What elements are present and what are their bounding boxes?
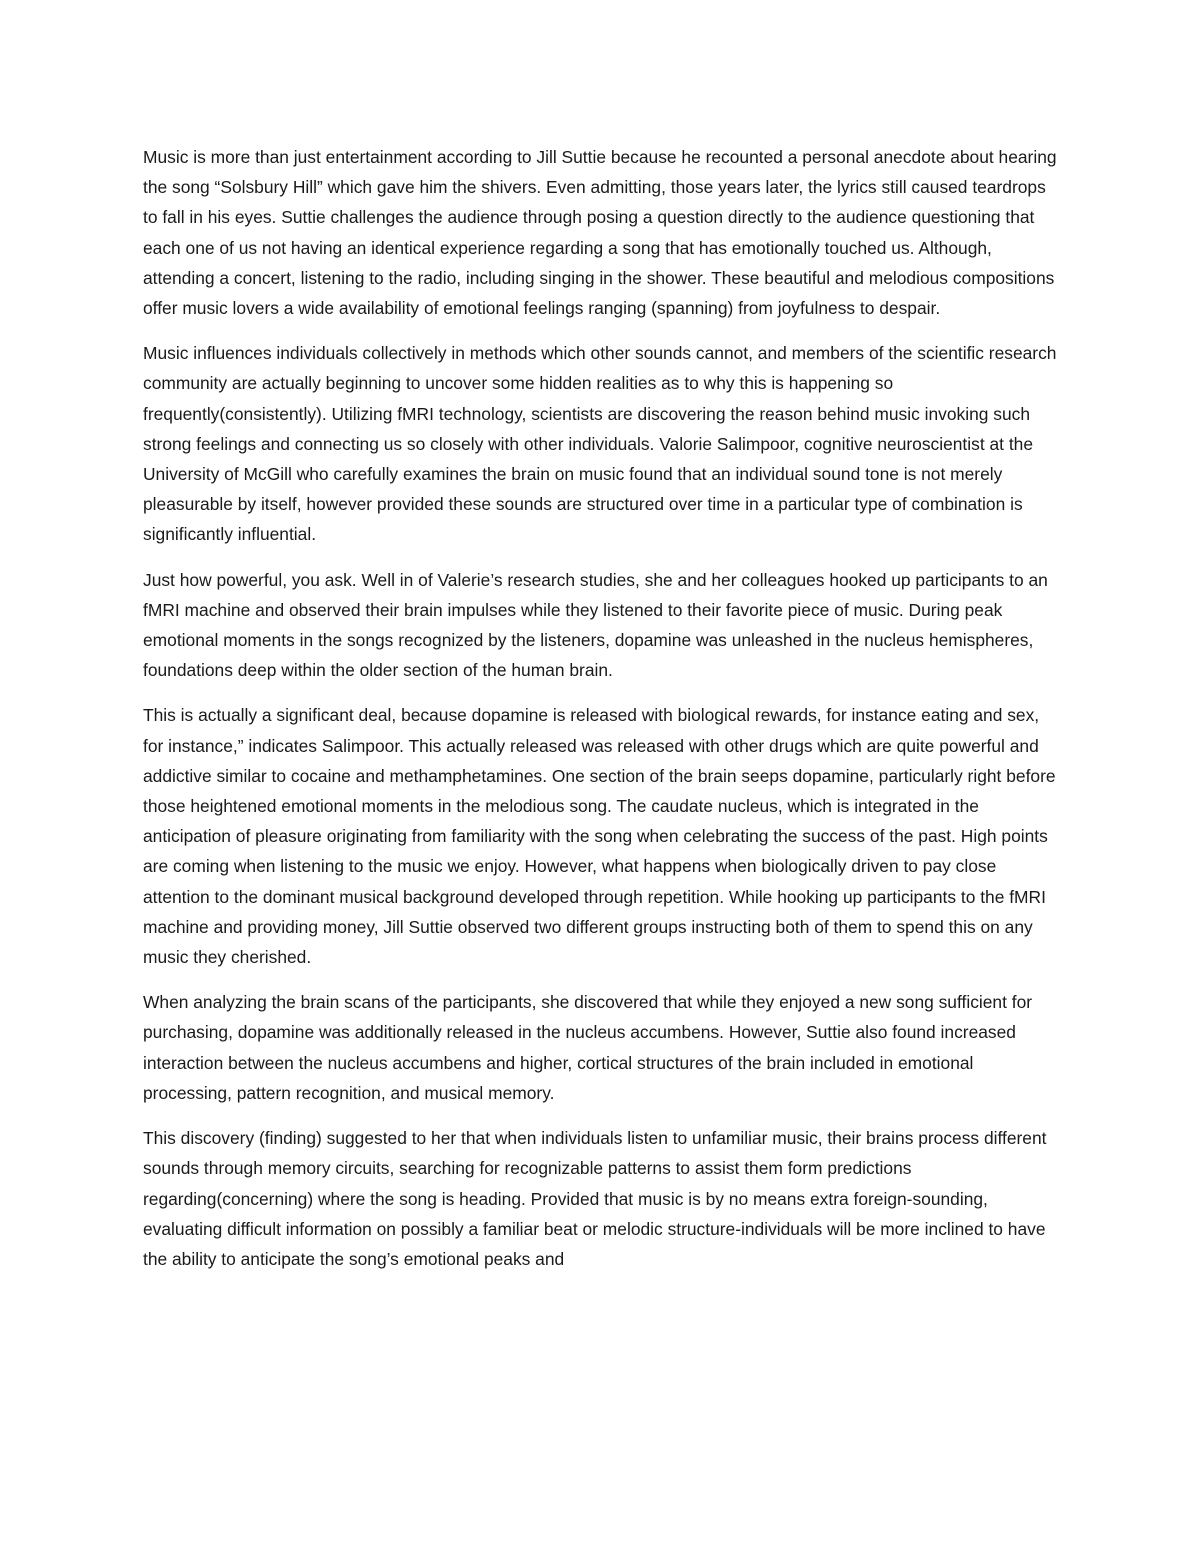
- paragraph-2: Music influences individuals collectively in methods which other sounds cannot, and members of the scientific research community are actually beginning to uncover some hidden realities as to why this is happening so frequently(consistently). Utilizing fMRI technology, scientists are discovering the reason behind music invoking such strong feelings and connecting us so closely with other individuals. Valorie Salimpoor, cognitive neuroscientist at the University of McGill who carefully examines the brain on music found that an individual sound tone is not merely pleasurable by itself, however provided these sounds are structured over time in a particular type of combination is significantly influential.: [143, 343, 1057, 545]
- document-body: [143, 142, 1063, 1289]
- paragraph-4: This is actually a significant deal, because dopamine is released with biological rewards, for instance eating and sex, for instance,” indicates Salimpoor. This actually released was released with other drugs which are quite powerful and addictive similar to cocaine and methamphetamines. One section of the brain seeps dopamine, particularly right before those heightened emotional moments in the melodious song. The caudate nucleus, which is integrated in the anticipation of pleasure originating from familiarity with the song when celebrating the success of the past. High points are coming when listening to the music we enjoy. However, what happens when biologically driven to pay close attention to the dominant musical background developed through repetition. While hooking up participants to the fMRI machine and providing money, Jill Suttie observed two different groups instructing both of them to spend this on any music they cherished.: [143, 705, 1056, 968]
- paragraph-1: Music is more than just entertainment according to Jill Suttie because he recounted a personal anecdote about hearing the song “Solsbury Hill” which gave him the shivers. Even admitting, those years later, the lyrics still caused teardrops to fall in his eyes. Suttie challenges the audience through posing a question directly to the audience questioning that each one of us not having an identical experience regarding a song that has emotionally touched us. Although, attending a concert, listening to the radio, including singing in the shower. These beautiful and melodious compositions offer music lovers a wide availability of emotional feelings ranging (spanning) from joyfulness to despair.: [143, 147, 1057, 319]
- paragraph-6: This discovery (finding) suggested to her that when individuals listen to unfamiliar music, their brains process different sounds through memory circuits, searching for recognizable patterns to assist them form predictions regarding(concerning) where the song is heading. Provided that music is by no means extra foreign-sounding, evaluating difficult information on possibly a familiar beat or melodic structure-individuals will be more inclined to have the ability to anticipate the song’s emotional peaks and: [143, 1128, 1047, 1269]
- paragraph-3: Just how powerful, you ask. Well in of Valerie’s research studies, she and her colleagues hooked up participants to an fMRI machine and observed their brain impulses while they listened to their favorite piece of music. During peak emotional moments in the songs recognized by the listeners, dopamine was unleashed in the nucleus hemispheres, foundations deep within the older section of the human brain.: [143, 569, 1048, 681]
- paragraph-5: When analyzing the brain scans of the participants, she discovered that while they enjoyed a new song sufficient for purchasing, dopamine was additionally released in the nucleus accumbens. However, Suttie also found increased interaction between the nucleus accumbens and higher, cortical structures of the brain included in emotional processing, pattern recognition, and musical memory.: [143, 992, 1033, 1103]
